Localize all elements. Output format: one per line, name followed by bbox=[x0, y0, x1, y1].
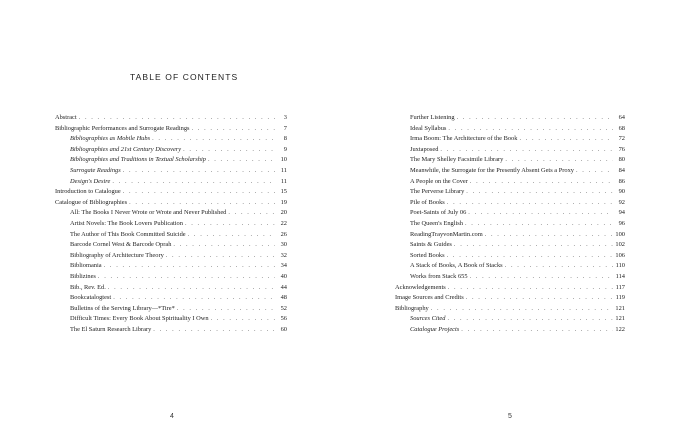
dot-leader bbox=[576, 166, 613, 177]
toc-entry[interactable] bbox=[395, 314, 625, 325]
toc-entry-title: The Author of This Book Committed Suicide bbox=[70, 230, 186, 238]
toc-entry[interactable] bbox=[395, 198, 625, 209]
toc-entry[interactable] bbox=[55, 124, 287, 135]
toc-entry-page: 117 bbox=[615, 283, 625, 291]
toc-entry[interactable] bbox=[395, 208, 625, 219]
toc-list-right bbox=[395, 113, 625, 335]
dot-leader bbox=[98, 272, 275, 283]
toc-entry-title: ReadingTrayvonMartin.com bbox=[410, 230, 483, 238]
toc-entry-page: 7 bbox=[283, 124, 287, 132]
toc-entry-title: Bibliographies and 21st Century Discovery bbox=[70, 145, 182, 153]
toc-entry-title: Bibliomania bbox=[70, 262, 102, 270]
toc-entry[interactable] bbox=[55, 134, 287, 145]
toc-entry-title: Sources Cited bbox=[410, 315, 446, 323]
dot-leader bbox=[457, 113, 613, 124]
dot-leader bbox=[448, 124, 613, 135]
toc-entry[interactable] bbox=[55, 166, 287, 177]
toc-entry-page: 76 bbox=[618, 145, 625, 153]
toc-entry-title: Artist Novels: The Book Lovers Publication bbox=[70, 219, 183, 227]
toc-entry-title: Biblizines bbox=[70, 272, 96, 280]
dot-leader bbox=[185, 219, 275, 230]
toc-entry-page: 80 bbox=[618, 156, 625, 164]
toc-entry[interactable] bbox=[55, 272, 287, 283]
toc-entry-page: 11 bbox=[280, 166, 287, 174]
toc-entry-page: 68 bbox=[618, 124, 625, 132]
toc-entry[interactable] bbox=[395, 145, 625, 156]
toc-entry-page: 106 bbox=[615, 251, 625, 259]
toc-entry-title: The Queen's English bbox=[410, 219, 463, 227]
dot-leader bbox=[113, 293, 275, 304]
toc-entry-title: Acknowledgements bbox=[395, 283, 446, 291]
toc-entry-page: 90 bbox=[618, 188, 625, 196]
toc-entry[interactable] bbox=[395, 134, 625, 145]
toc-entry-page: 100 bbox=[615, 230, 625, 238]
toc-entry[interactable] bbox=[55, 251, 287, 262]
dot-leader bbox=[466, 293, 613, 304]
toc-entry-page: 9 bbox=[283, 145, 287, 153]
toc-entry-title: A Stack of Books, A Book of Stacks bbox=[410, 262, 503, 270]
toc-entry-title: Saints & Guides bbox=[410, 241, 452, 249]
toc-entry-title: Pile of Books bbox=[410, 198, 445, 206]
toc-entry-page: 30 bbox=[280, 241, 287, 249]
toc-entry-title: Poet-Saints of July 06 bbox=[410, 209, 467, 217]
toc-entry[interactable] bbox=[395, 251, 625, 262]
toc-entry-title: Catalogue Projects bbox=[410, 325, 460, 333]
toc-entry-title: Bibliographies and Traditions in Textual Scholarship bbox=[70, 156, 206, 164]
toc-entry[interactable] bbox=[55, 219, 287, 230]
toc-entry-page: 121 bbox=[615, 304, 625, 312]
toc-entry-title: Bibliography of Architecture Theory bbox=[70, 251, 164, 259]
toc-entry[interactable] bbox=[395, 155, 625, 166]
toc-entry-page: 19 bbox=[280, 198, 287, 206]
dot-leader bbox=[152, 134, 275, 145]
dot-leader bbox=[108, 283, 275, 294]
dot-leader bbox=[79, 113, 275, 124]
toc-entry-page: 44 bbox=[280, 283, 287, 291]
toc-entry[interactable] bbox=[395, 272, 625, 283]
toc-entry[interactable] bbox=[55, 155, 287, 166]
dot-leader bbox=[470, 177, 613, 188]
dot-leader bbox=[440, 145, 613, 156]
dot-leader bbox=[123, 166, 275, 177]
toc-entry-title: Difficult Times: Every Book About Spirituality I Own bbox=[70, 315, 209, 323]
toc-entry-title: A People on the Cover bbox=[410, 177, 468, 185]
toc-entry-page: 72 bbox=[618, 135, 625, 143]
dot-leader bbox=[505, 155, 613, 166]
dot-leader bbox=[466, 187, 613, 198]
toc-entry-title: Ideal Syllabus bbox=[410, 124, 447, 132]
toc-entry-title: Bookcatalogtest bbox=[70, 294, 112, 302]
dot-leader bbox=[461, 325, 613, 336]
toc-entry-page: 3 bbox=[283, 114, 287, 121]
toc-entry-page: 40 bbox=[280, 272, 287, 280]
toc-entry-title: Surrogate Readings bbox=[70, 166, 121, 174]
toc-entry[interactable] bbox=[55, 187, 287, 198]
toc-entry-page: 10 bbox=[280, 156, 287, 164]
toc-entry-title: Irma Boom: The Architecture of the Book bbox=[410, 135, 518, 143]
dot-leader bbox=[228, 208, 275, 219]
dot-leader bbox=[173, 240, 275, 251]
right-page bbox=[340, 0, 680, 440]
toc-entry[interactable] bbox=[395, 325, 625, 336]
toc-entry[interactable] bbox=[395, 240, 625, 251]
toc-entry-page: 86 bbox=[618, 177, 625, 185]
dot-leader bbox=[177, 304, 275, 315]
toc-entry-title: Meanwhile, the Surrogate for the Presently Absent Gets a Proxy bbox=[410, 166, 574, 174]
toc-entry-title: The Mary Shelley Facsimile Library bbox=[410, 156, 504, 164]
toc-entry-title: Works from Stack 655 bbox=[410, 272, 468, 280]
dot-leader bbox=[112, 177, 275, 188]
toc-entry[interactable] bbox=[395, 293, 625, 304]
toc-entry[interactable] bbox=[395, 283, 625, 294]
dot-leader bbox=[431, 304, 613, 315]
toc-entry-page: 11 bbox=[280, 177, 287, 185]
toc-entry-page: 8 bbox=[283, 135, 287, 143]
toc-entry[interactable] bbox=[55, 177, 287, 188]
toc-entry[interactable] bbox=[55, 293, 287, 304]
dot-leader bbox=[454, 240, 613, 251]
toc-entry-page: 122 bbox=[615, 325, 625, 333]
dot-leader bbox=[485, 230, 613, 241]
toc-entry-title: Design's Desire bbox=[70, 177, 111, 185]
dot-leader bbox=[166, 251, 275, 262]
page-number-right: 5 bbox=[508, 413, 512, 420]
toc-entry-title: Catalogue of Bibliographies bbox=[55, 198, 128, 206]
toc-entry-title: Sorted Books bbox=[410, 251, 445, 259]
toc-entry[interactable] bbox=[395, 177, 625, 188]
dot-leader bbox=[188, 230, 275, 241]
toc-entry[interactable] bbox=[395, 166, 625, 177]
dot-leader bbox=[104, 261, 275, 272]
dot-leader bbox=[208, 155, 275, 166]
dot-leader bbox=[465, 219, 613, 230]
toc-entry-page: 64 bbox=[618, 114, 625, 121]
toc-entry[interactable] bbox=[55, 314, 287, 325]
toc-entry[interactable] bbox=[55, 145, 287, 156]
toc-entry-title: Juxtaposed bbox=[410, 145, 439, 153]
dot-leader bbox=[211, 314, 275, 325]
toc-entry[interactable] bbox=[55, 261, 287, 272]
dot-leader bbox=[470, 272, 613, 283]
toc-list-left bbox=[55, 113, 287, 335]
toc-entry[interactable] bbox=[395, 230, 625, 241]
toc-entry-title: Barcode Cornel West & Barcode Oprah bbox=[70, 241, 172, 249]
dot-leader bbox=[123, 187, 275, 198]
toc-entry[interactable] bbox=[55, 325, 287, 336]
toc-entry[interactable] bbox=[395, 261, 625, 272]
toc-entry[interactable] bbox=[395, 304, 625, 315]
toc-entry-page: 20 bbox=[280, 209, 287, 217]
dot-leader bbox=[447, 314, 613, 325]
dot-leader bbox=[448, 283, 613, 294]
toc-entry-page: 48 bbox=[280, 294, 287, 302]
toc-entry-page: 26 bbox=[280, 230, 287, 238]
toc-entry[interactable] bbox=[55, 113, 287, 124]
toc-entry-title: Bib., Rev. Ed. bbox=[70, 283, 106, 291]
toc-entry-page: 15 bbox=[280, 188, 287, 196]
toc-entry-page: 84 bbox=[618, 166, 625, 174]
toc-entry-page: 56 bbox=[280, 315, 287, 323]
toc-entry-title: Abstract bbox=[55, 114, 77, 121]
toc-entry-page: 92 bbox=[618, 198, 625, 206]
toc-entry-title: The Perverse Library bbox=[410, 188, 465, 196]
toc-entry-title: Bibliographic Performances and Surrogate Readings bbox=[55, 124, 190, 132]
toc-entry-page: 114 bbox=[615, 272, 625, 280]
toc-entry[interactable] bbox=[55, 208, 287, 219]
toc-entry-page: 60 bbox=[280, 325, 287, 333]
dot-leader bbox=[183, 145, 275, 156]
toc-entry-page: 110 bbox=[615, 262, 625, 270]
dot-leader bbox=[519, 134, 613, 145]
toc-entry-page: 102 bbox=[615, 241, 625, 249]
toc-entry-page: 94 bbox=[618, 209, 625, 217]
toc-entry-page: 52 bbox=[280, 304, 287, 312]
toc-entry-title: All: The Books I Never Wrote or Wrote and Never Published bbox=[70, 209, 227, 217]
toc-entry[interactable] bbox=[395, 124, 625, 135]
toc-entry[interactable] bbox=[55, 283, 287, 294]
toc-entry[interactable] bbox=[395, 219, 625, 230]
toc-entry-page: 96 bbox=[618, 219, 625, 227]
dot-leader bbox=[447, 251, 613, 262]
toc-entry-page: 22 bbox=[280, 219, 287, 227]
toc-entry[interactable] bbox=[55, 230, 287, 241]
page-number-left: 4 bbox=[170, 413, 174, 420]
toc-entry[interactable] bbox=[55, 240, 287, 251]
toc-entry-page: 34 bbox=[280, 262, 287, 270]
dot-leader bbox=[129, 198, 275, 209]
dot-leader bbox=[153, 325, 275, 336]
toc-entry-page: 32 bbox=[280, 251, 287, 259]
toc-entry-page: 121 bbox=[615, 315, 625, 323]
toc-entry-title: Further Listening bbox=[410, 114, 455, 121]
toc-entry-title: Bulletins of the Serving Library—*Tire* bbox=[70, 304, 175, 312]
toc-entry-title: Bibliography bbox=[395, 304, 429, 312]
toc-entry-page: 119 bbox=[615, 294, 625, 302]
dot-leader bbox=[447, 198, 613, 209]
toc-entry[interactable] bbox=[395, 187, 625, 198]
toc-title: TABLE OF CONTENTS bbox=[130, 72, 239, 82]
dot-leader bbox=[192, 124, 275, 135]
toc-entry-title: Introduction to Catalogue bbox=[55, 188, 121, 196]
dot-leader bbox=[468, 208, 613, 219]
toc-entry[interactable] bbox=[395, 113, 625, 124]
toc-entry-title: Bibliographies as Mobile Hubs bbox=[70, 135, 151, 143]
toc-entry[interactable] bbox=[55, 304, 287, 315]
toc-entry-title: Image Sources and Credits bbox=[395, 294, 464, 302]
dot-leader bbox=[505, 261, 613, 272]
toc-entry-title: The El Saturn Research Library bbox=[70, 325, 152, 333]
toc-entry[interactable] bbox=[55, 198, 287, 209]
